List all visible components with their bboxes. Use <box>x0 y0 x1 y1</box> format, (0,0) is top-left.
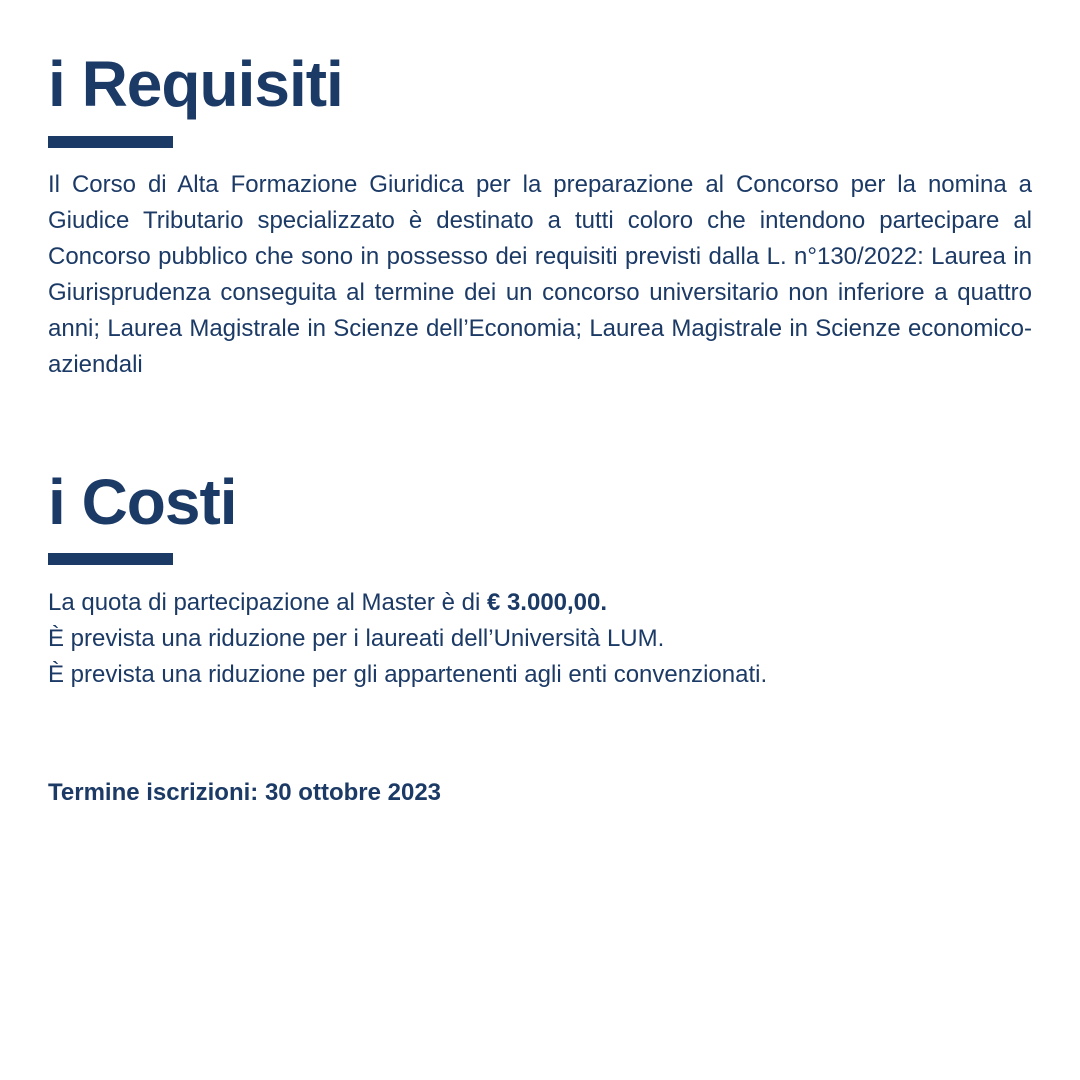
requisiti-body: Il Corso di Alta Formazione Giuridica per la preparazione al Concorso per la nomina a Giudice Tributario specializzato è destinato a tutti coloro che intendono partecipare al Concorso pubblico che sono in possesso dei requisiti previsti dalla L. n°130/2022: Laurea in Giurisprudenza conseguita al termine dei un concorso universitario non inferiore a quattro anni; Laurea Magistrale in Scienze dell’Economia; Laurea Magistrale in Scienze economico- aziendali <box>48 171 1032 378</box>
costi-title: i Costi <box>48 466 237 538</box>
requisiti-title: i Requisiti <box>48 48 343 120</box>
riduzione-enti-text: È prevista una riduzione per gli appartenenti agli enti convenzionati. <box>48 661 768 688</box>
costi-title-underline <box>48 553 173 565</box>
quota-amount: € 3.000,00. <box>486 589 608 616</box>
termine-iscrizioni: Termine iscrizioni: 30 ottobre 2023 <box>48 779 442 806</box>
quota-text: La quota di partecipazione al Master è di <box>48 589 487 616</box>
riduzione-lum-text: È prevista una riduzione per i laureati dell’Università LUM. <box>48 625 665 652</box>
costi-body <box>48 585 1032 693</box>
quota-line <box>48 585 1032 621</box>
requisiti-title-underline <box>48 136 173 148</box>
